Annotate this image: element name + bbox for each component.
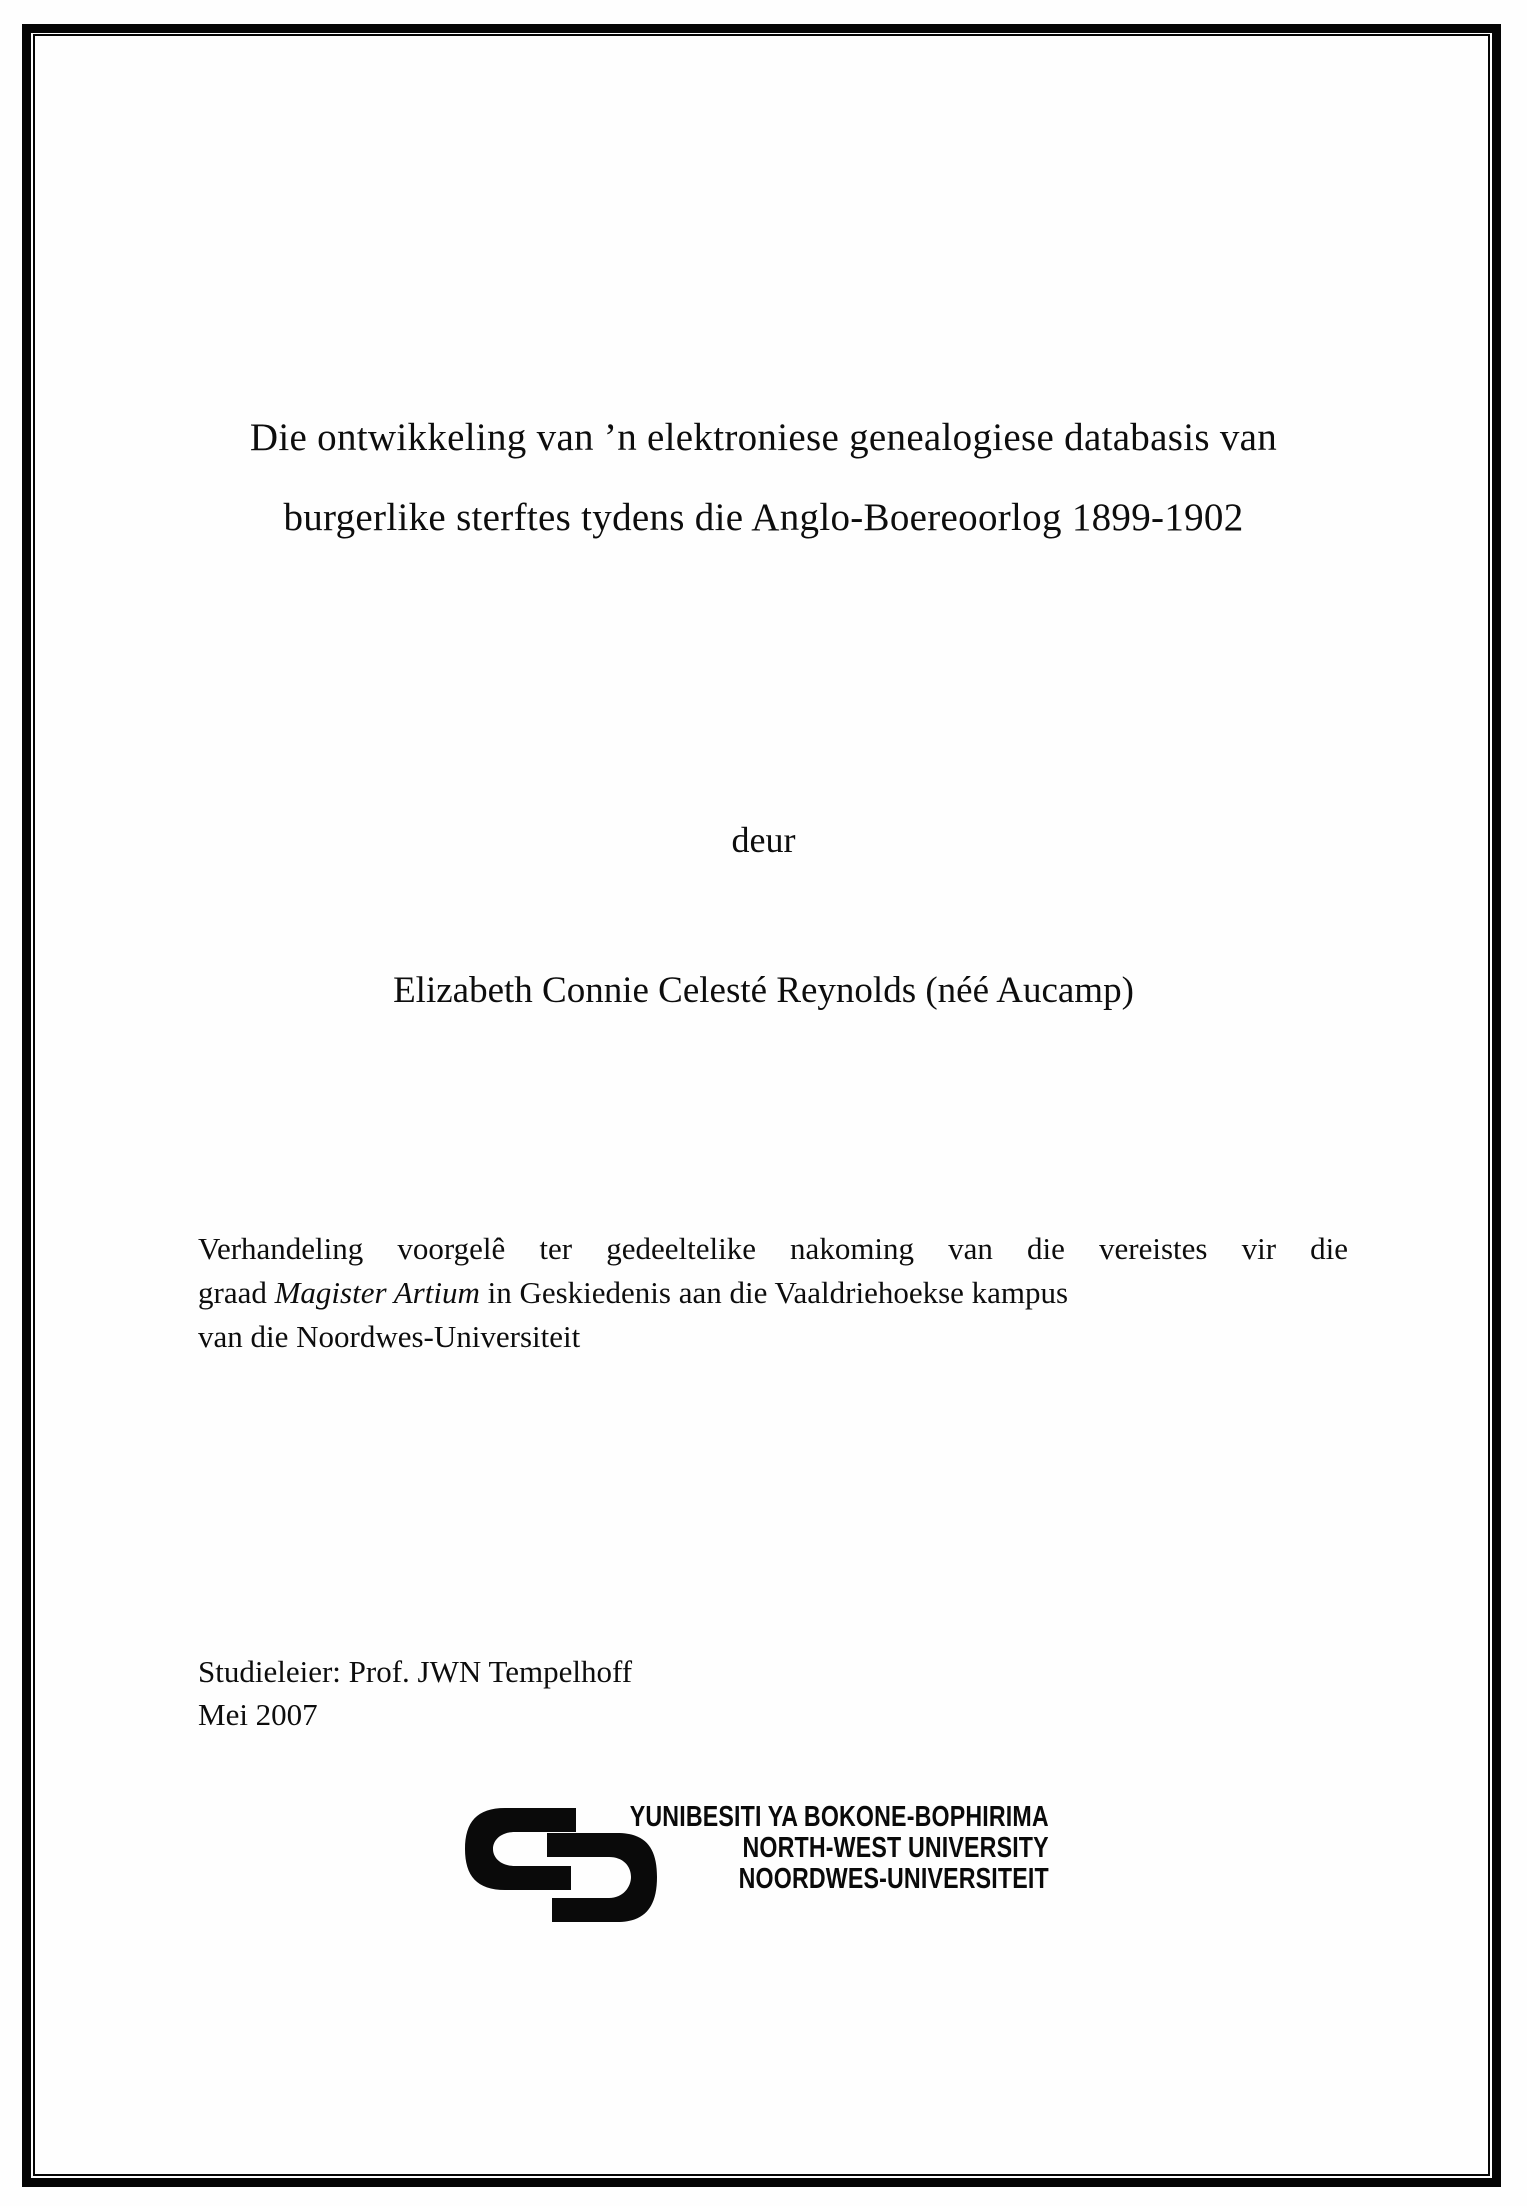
submission-statement [198,1227,1348,1359]
supervisor-line: Studieleier: Prof. JWN Tempelhoff [198,1654,633,1689]
thesis-title-line-2: burgerlike sterftes tydens die Anglo-Boereoorlog 1899-1902 [283,496,1244,539]
statement-line-2-post: in Geskiedenis aan die Vaaldriehoekse kampus [479,1275,1069,1310]
statement-degree-italic: Magister Artium [274,1275,480,1310]
statement-line-3: van die Noordwes-Universiteit [198,1319,581,1354]
statement-line-1: Verhandeling voorgelê ter gedeeltelike nakoming van die vereistes vir die [198,1231,1348,1266]
byline-deur: deur [731,820,796,860]
logo-text-line-1: YUNIBESITI YA BOKONE-BOPHIRIMA [629,1801,1049,1833]
thesis-title-line-1: Die ontwikkeling van ’n elektroniese genealogiese databasis van [249,416,1278,459]
logo-text-line-3: NOORDWES-UNIVERSITEIT [738,1863,1049,1895]
statement-line-2 [198,1271,1348,1315]
supervisor-block [198,1650,632,1736]
author-name: Elizabeth Connie Celesté Reynolds (néé Aucamp) [393,970,1134,1011]
date-line: Mei 2007 [198,1697,318,1732]
university-logo-text [630,1802,1049,1895]
thesis-title [90,398,1437,558]
statement-line-2-pre: graad [198,1275,275,1310]
logo-text-line-2: NORTH-WEST UNIVERSITY [742,1832,1049,1864]
university-logo [463,1800,1063,1960]
